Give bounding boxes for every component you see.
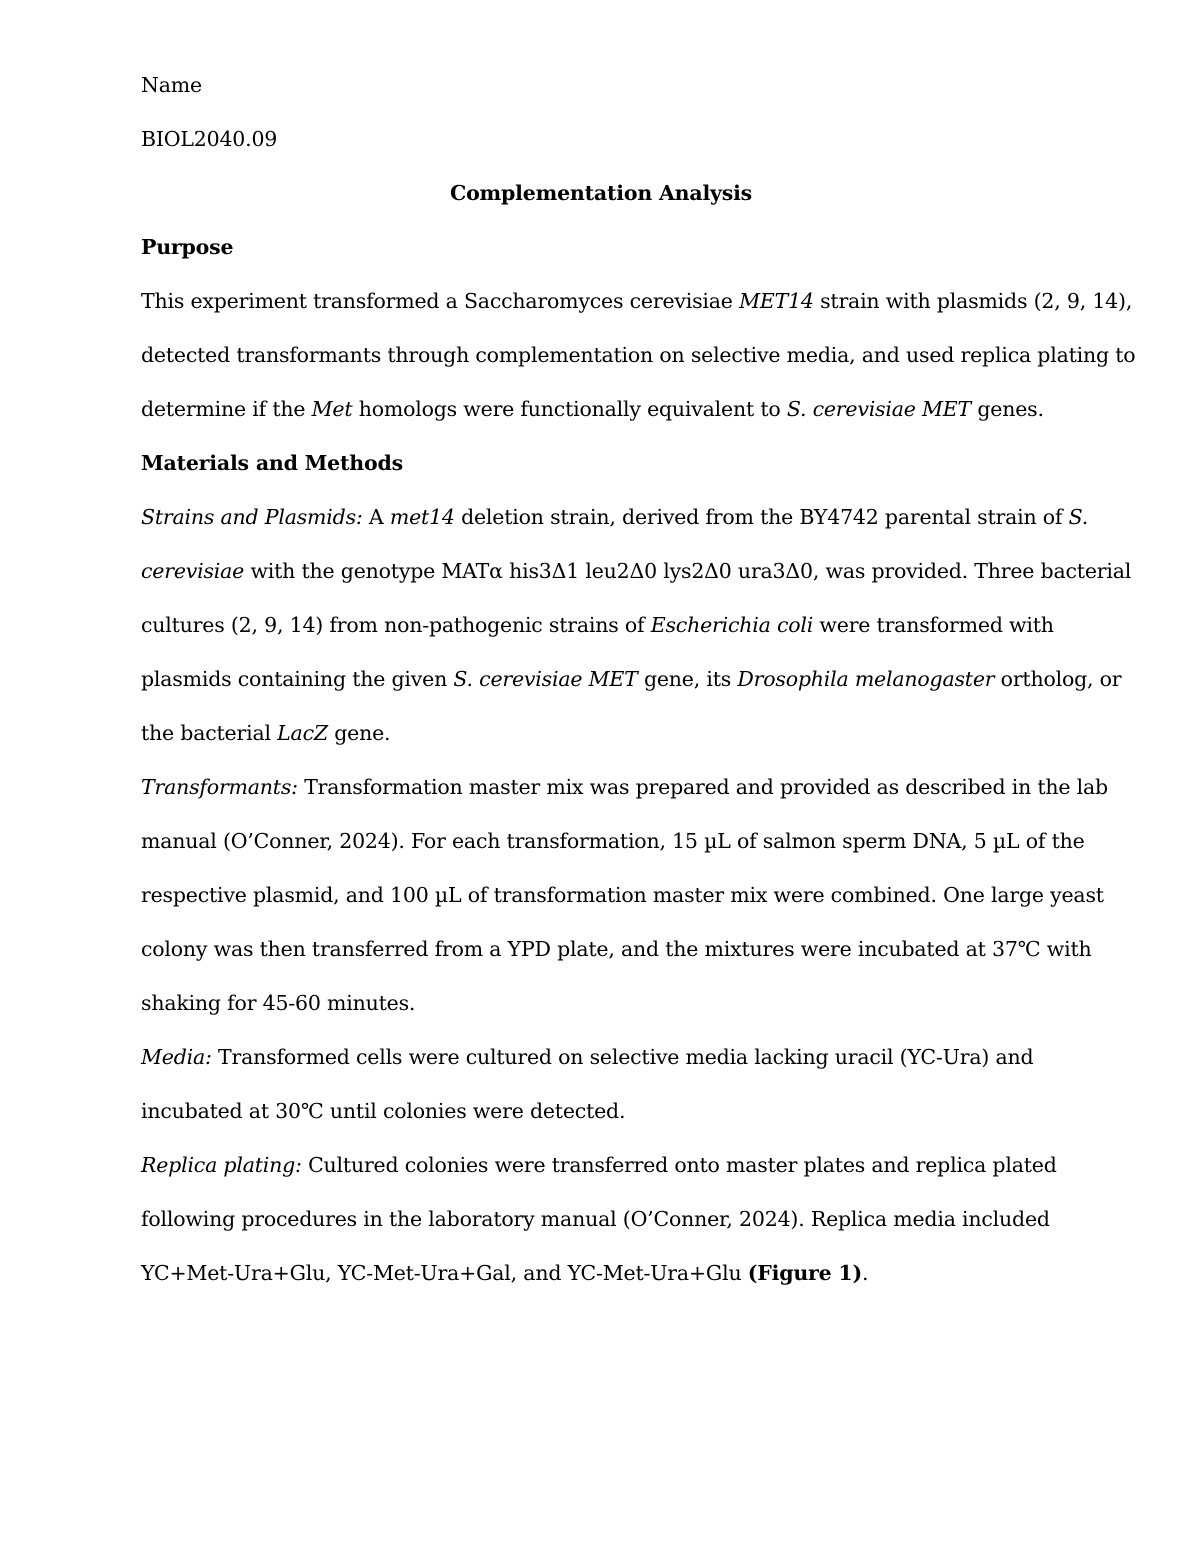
purpose-heading: Purpose — [141, 235, 234, 259]
methods-heading: Materials and Methods — [141, 451, 403, 475]
strains-line-5: the bacterial LacZ gene. — [141, 721, 391, 745]
media-line-2: incubated at 30℃ until colonies were detected. — [141, 1099, 626, 1123]
course-code: BIOL2040.09 — [141, 127, 278, 151]
media-line-1: Media: Transformed cells were cultured on selective media lacking uracil (YC-Ura) and — [141, 1045, 1034, 1069]
transformants-line-3: respective plasmid, and 100 µL of transformation master mix were combined. One large yeast — [141, 883, 1104, 907]
document-title: Complementation Analysis — [449, 181, 753, 205]
transformants-line-2: manual (O’Conner, 2024). For each transformation, 15 µL of salmon sperm DNA, 5 µL of the — [141, 829, 1085, 853]
strains-line-4: plasmids containing the given S. cerevisiae MET gene, its Drosophila melanogaster ortholog, or — [141, 667, 1122, 691]
transformants-label: Transformants: — [141, 775, 298, 799]
transformants-line-4: colony was then transferred from a YPD plate, and the mixtures were incubated at 37℃ with — [141, 937, 1092, 961]
purpose-line-3: determine if the Met homologs were functionally equivalent to S. cerevisiae MET genes. — [141, 397, 1044, 421]
document-page — [141, 66, 1136, 1308]
replica-line-1: Replica plating: Cultured colonies were transferred onto master plates and replica plated — [141, 1153, 1057, 1177]
purpose-line-2: detected transformants through complementation on selective media, and used replica plating to — [141, 343, 1136, 367]
strains-line-3: cultures (2, 9, 14) from non-pathogenic strains of Escherichia coli were transformed with — [141, 613, 1054, 637]
author-name: Name — [141, 73, 202, 97]
replica-line-2: following procedures in the laboratory manual (O’Conner, 2024). Replica media included — [141, 1207, 1050, 1231]
strains-line-2: cerevisiae with the genotype MATα his3Δ1 leu2Δ0 lys2Δ0 ura3Δ0, was provided. Three bacterial — [141, 559, 1132, 583]
purpose-line-1: This experiment transformed a Saccharomyces cerevisiae MET14 strain with plasmids (2, 9, 14), — [141, 289, 1133, 313]
transformants-line-1: Transformants: Transformation master mix was prepared and provided as described in the lab — [141, 775, 1108, 799]
replica-label: Replica plating: — [141, 1153, 302, 1177]
figure-reference: (Figure 1) — [747, 1261, 862, 1285]
replica-line-3: YC+Met-Ura+Glu, YC-Met-Ura+Gal, and YC-Met-Ura+Glu (Figure 1). — [141, 1261, 869, 1285]
media-label: Media: — [141, 1045, 212, 1069]
transformants-line-5: shaking for 45-60 minutes. — [141, 991, 416, 1015]
strains-line-1: Strains and Plasmids: A met14 deletion strain, derived from the BY4742 parental strain of S. — [141, 505, 1089, 529]
strains-label: Strains and Plasmids: — [141, 505, 363, 529]
